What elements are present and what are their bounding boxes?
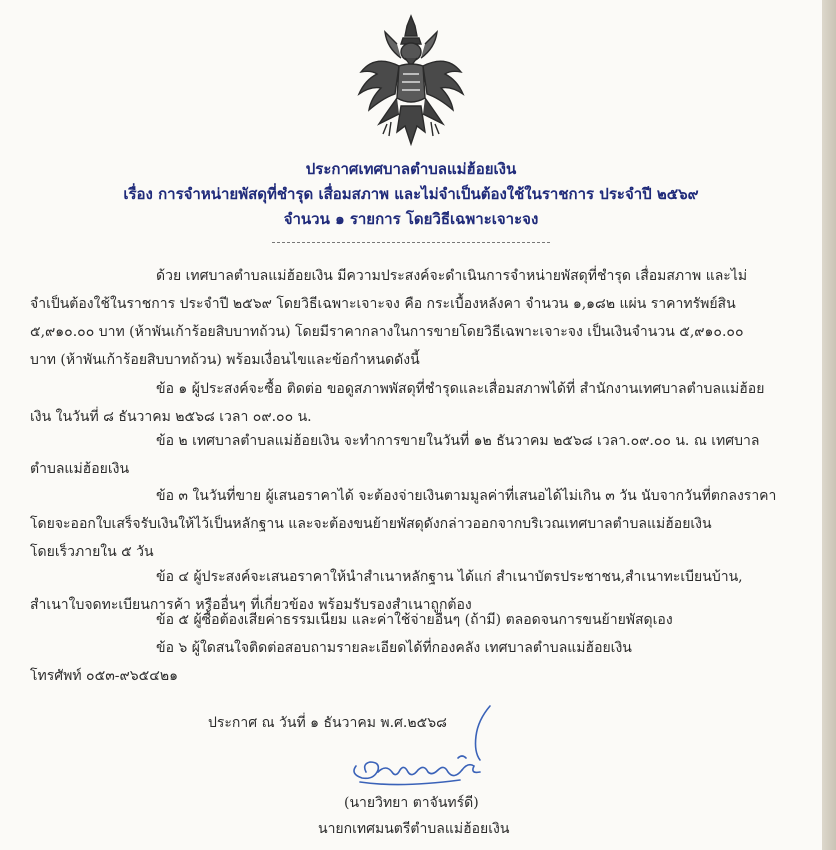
clause-3-line-2: โดยจะออกใบเสร็จรับเงินให้ไว้เป็นหลักฐาน และจะต้องขนย้ายพัสดุดังกล่าวออกจากบริเวณเทศบาลตำบลแม่ฮ้อยเงิน: [30, 516, 712, 532]
intro-line-4: บาท (ห้าพันเก้าร้อยสิบบาทถ้วน) พร้อมเงื่อนไขและข้อกำหนดดังนี้: [30, 352, 420, 368]
garuda-emblem-icon: [357, 14, 465, 148]
clause-3-line-1: ข้อ ๓ ในวันที่ขาย ผู้เสนอราคาได้ จะต้องจ่ายเงินตามมูลค่าที่เสนอได้ไม่เกิน ๓ วัน นับจากวันที่ตกลงราคา: [156, 488, 777, 504]
announcement-date: ประกาศ ณ วันที่ ๑ ธันวาคม พ.ศ.๒๕๖๘: [208, 715, 447, 731]
clause-3-line-3: โดยเร็วภายใน ๕ วัน: [30, 544, 154, 560]
signatory-name: (นายวิทยา ตาจันทร์ดี): [344, 795, 479, 811]
clause-1-line-2: เงิน ในวันที่ ๘ ธันวาคม ๒๕๖๘ เวลา ๐๙.๐๐ น.: [30, 409, 312, 425]
clause-5: [86, 606, 782, 634]
page-edge-shadow: [822, 0, 836, 850]
clause-1: [30, 375, 782, 431]
clause-4-line-2: สำเนาใบจดทะเบียนการค้า หรืออื่นๆ ที่เกี่ยวข้อง พร้อมรับรองสำเนาถูกต้อง: [30, 597, 472, 613]
clause-3: [30, 482, 782, 566]
announcement-scope: จำนวน ๑ รายการ โดยวิธีเฉพาะเจาะจง: [283, 210, 539, 228]
intro-line-3: ๕,๙๑๐.๐๐ บาท (ห้าพันเก้าร้อยสิบบาทถ้วน) โดยมีราคากลางในการขายโดยวิธีเฉพาะเจาะจง เป็นเงินจำนวน ๕,๙๑๐.๐๐: [30, 324, 744, 340]
clause-2-line-1: ข้อ ๒ เทศบาลตำบลแม่ฮ้อยเงิน จะทำการขายในวันที่ ๑๒ ธันวาคม ๒๕๖๘ เวลา.๐๙.๐๐ น. ณ เทศบาล: [156, 433, 760, 449]
intro-line-1: ด้วย เทศบาลตำบลแม่ฮ้อยเงิน มีความประสงค์จะดำเนินการจำหน่ายพัสดุที่ชำรุด เสื่อมสภาพ และไม่: [156, 268, 748, 284]
clause-6-line-2: โทรศัพท์ ๐๕๓-๙๖๕๔๒๑: [30, 668, 178, 684]
intro-line-2: จำเป็นต้องใช้ในราชการ ประจำปี ๒๕๖๙ โดยวิธีเฉพาะเจาะจง คือ กระเบื้องหลังคา จำนวน ๑,๑๘๒ แผ่น ราคาทรัพย์สิน: [30, 296, 736, 312]
clause-6: [30, 634, 782, 690]
clause-2-line-2: ตำบลแม่ฮ้อยเงิน: [30, 461, 130, 477]
header-divider: [272, 242, 550, 243]
handwritten-signature: [340, 700, 510, 790]
clause-5-line-1: ข้อ ๕ ผู้ซื้อต้องเสียค่าธรรมเนียม และค่าใช้จ่ายอื่นๆ (ถ้ามี) ตลอดจนการขนย้ายพัสดุเอง: [156, 612, 673, 628]
signatory-position: นายกเทศมนตรีตำบลแม่ฮ้อยเงิน: [318, 821, 510, 837]
announcement-title: ประกาศเทศบาลตำบลแม่ฮ้อยเงิน: [305, 160, 517, 178]
clause-1-line-1: ข้อ ๑ ผู้ประสงค์จะซื้อ ติดต่อ ขอดูสภาพพัสดุที่ชำรุดและเสื่อมสภาพได้ที่ สำนักงานเทศบาลตำบลแม่ฮ้อย: [156, 381, 765, 397]
intro-paragraph: [30, 262, 782, 374]
announcement-subject: เรื่อง การจำหน่ายพัสดุที่ชำรุด เสื่อมสภาพ และไม่จำเป็นต้องใช้ในราชการ ประจำปี ๒๕๖๙: [123, 185, 699, 203]
clause-6-line-1: ข้อ ๖ ผู้ใดสนใจติดต่อสอบถามรายละเอียดได้ที่กองคลัง เทศบาลตำบลแม่ฮ้อยเงิน: [156, 640, 632, 656]
clause-2: [30, 427, 782, 483]
clause-4-line-1: ข้อ ๔ ผู้ประสงค์จะเสนอราคาให้นำสำเนาหลักฐาน ได้แก่ สำเนาบัตรประชาชน,สำเนาทะเบียนบ้าน,: [156, 569, 743, 585]
